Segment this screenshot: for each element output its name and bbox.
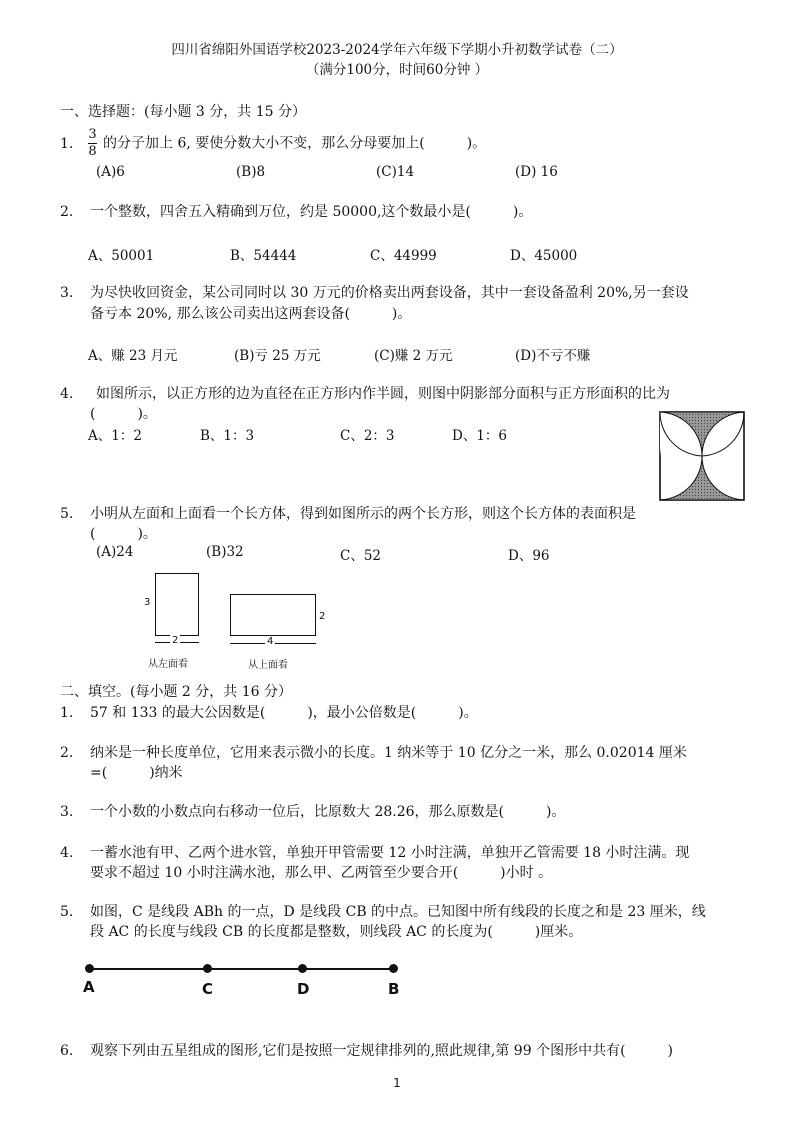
option-d: (D)不亏不赚 [515,348,591,364]
section1-heading: 一、选择题：(每小题 3 分，共 15 分） [60,104,306,120]
fill-question-4 [60,842,689,864]
question-number: 4. [60,845,74,861]
option-c: C、52 [340,548,382,564]
fill-question-2 [60,742,687,764]
question-number: 6. [60,1043,74,1059]
fill-question-4-line2: 要求不超过 10 小时注满水池，那么甲、乙两管至少要合开( )小时 。 [90,865,553,881]
option-a: A、50001 [88,248,155,264]
fill-question-5 [60,901,706,923]
point-a-label: A [83,978,95,996]
fraction [88,128,97,159]
point-b-dot [389,964,398,973]
question-number: 1. [60,705,74,721]
option-a: (A)24 [96,544,134,560]
fill-question-5-line2: 段 AC 的长度与线段 CB 的长度都是整数，则线段 AC 的长度为( )厘米。 [90,924,583,940]
question-3 [60,282,689,304]
option-c: C、2：3 [340,428,395,444]
question-5-line2: ( )。 [90,526,157,542]
option-d: D、45000 [510,248,578,264]
point-d-label: D [297,980,310,998]
exam-title: 四川省绵阳外国语学校2023-2024学年六年级下学期小升初数学试卷（二） [171,42,623,58]
option-a: (A)6 [96,164,125,180]
question-text: 观察下列由五星组成的图形,它们是按照一定规律排列的,照此规律,第 99 个图形中共有( ) [90,1043,673,1059]
option-c: (C)赚 2 万元 [374,348,453,364]
question-text-line1: 纳米是一种长度单位，它用来表示微小的长度。1 纳米等于 10 亿分之一米，那么 0.02014 厘米 [90,745,687,761]
option-a: A、1：2 [88,428,142,444]
question-number: 1. [60,135,74,152]
question-number: 3. [60,804,74,820]
option-d: D、1：6 [452,428,508,444]
question-text: 一个整数，四舍五入精确到万位，约是 50000,这个数最小是( )。 [90,204,533,220]
option-b: B、1：3 [200,428,255,444]
top-view-rectangle [230,594,316,636]
question-number: 3. [60,285,74,301]
option-c: (C)14 [376,164,415,180]
page-number: 1 [393,1076,401,1090]
question-4 [60,383,670,405]
question-5 [60,503,636,525]
question-text-line1: 为尽快收回资金，某公司同时以 30 万元的价格卖出两套设备，其中一套设备盈利 20%,另一套设 [90,285,689,301]
option-b: (B)8 [236,164,266,180]
point-c-label: C [202,980,214,998]
question-text-line1: 小明从左面和上面看一个长方体，得到如图所示的两个长方形，则这个长方体的表面积是 [90,506,636,522]
option-b: (B)亏 25 万元 [234,348,321,364]
top-view-width-label: 4 [267,636,274,647]
question-number: 2. [60,204,74,220]
fill-question-6 [60,1040,673,1062]
option-d: D、96 [508,548,550,564]
option-a: A、赚 23 月元 [88,348,178,364]
question-text: 的分子加上 6, 要使分数大小不变，那么分母要加上( )。 [103,135,487,152]
section2-heading: 二、填空。(每小题 2 分，共 16 分） [60,684,292,700]
option-d: (D) 16 [515,164,558,180]
left-view-rectangle [155,573,199,636]
question-text: 57 和 133 的最大公因数是( )，最小公倍数是( )。 [90,705,478,721]
question-4-line2: ( )。 [90,406,157,422]
point-c-dot [203,964,212,973]
question-text-line1: 如图所示，以正方形的边为直径在正方形内作半圆，则图中阴影部分面积与正方形面积的比为 [96,386,670,402]
fill-question-2-line2: =( )纳米 [90,765,183,781]
point-a-dot [85,964,94,973]
top-view-caption: 从上面看 [248,660,288,671]
fill-question-1 [60,702,478,724]
question-number: 2. [60,745,74,761]
fraction-numerator: 3 [88,127,97,142]
fraction-denominator: 8 [88,144,97,159]
option-b: B、54444 [230,248,297,264]
left-view-height-label: 3 [144,597,151,608]
question-text-line1: 如图，C 是线段 ABh 的一点，D 是线段 CB 的中点。已知图中所有线段的长度之和是 23 厘米，线 [90,904,706,920]
fill-question-3 [60,801,565,823]
square-semicircle-figure [658,410,746,502]
question-1 [60,128,486,159]
point-b-label: B [388,980,400,998]
exam-subtitle: （满分100分，时间60分钟 ） [305,62,489,78]
question-number: 5. [60,506,74,522]
question-number: 4. [60,386,74,402]
option-c: C、44999 [370,248,437,264]
top-view-height-label: 2 [319,611,326,622]
question-text-line1: 一蓄水池有甲、乙两个进水管，单独开甲管需要 12 小时注满，单独开乙管需要 18 小时注满。现 [90,845,690,861]
left-view-width-label: 2 [172,635,179,646]
option-b: (B)32 [206,544,244,560]
point-d-dot [298,964,307,973]
question-number: 5. [60,904,74,920]
left-view-caption: 从左面看 [148,659,188,670]
question-2 [60,201,532,223]
question-3-line2: 备亏本 20%, 那么该公司卖出这两套设备( )。 [90,306,412,322]
segment-line [89,968,394,970]
question-text: 一个小数的小数点向右移动一位后，比原数大 28.26，那么原数是( )。 [90,804,566,820]
